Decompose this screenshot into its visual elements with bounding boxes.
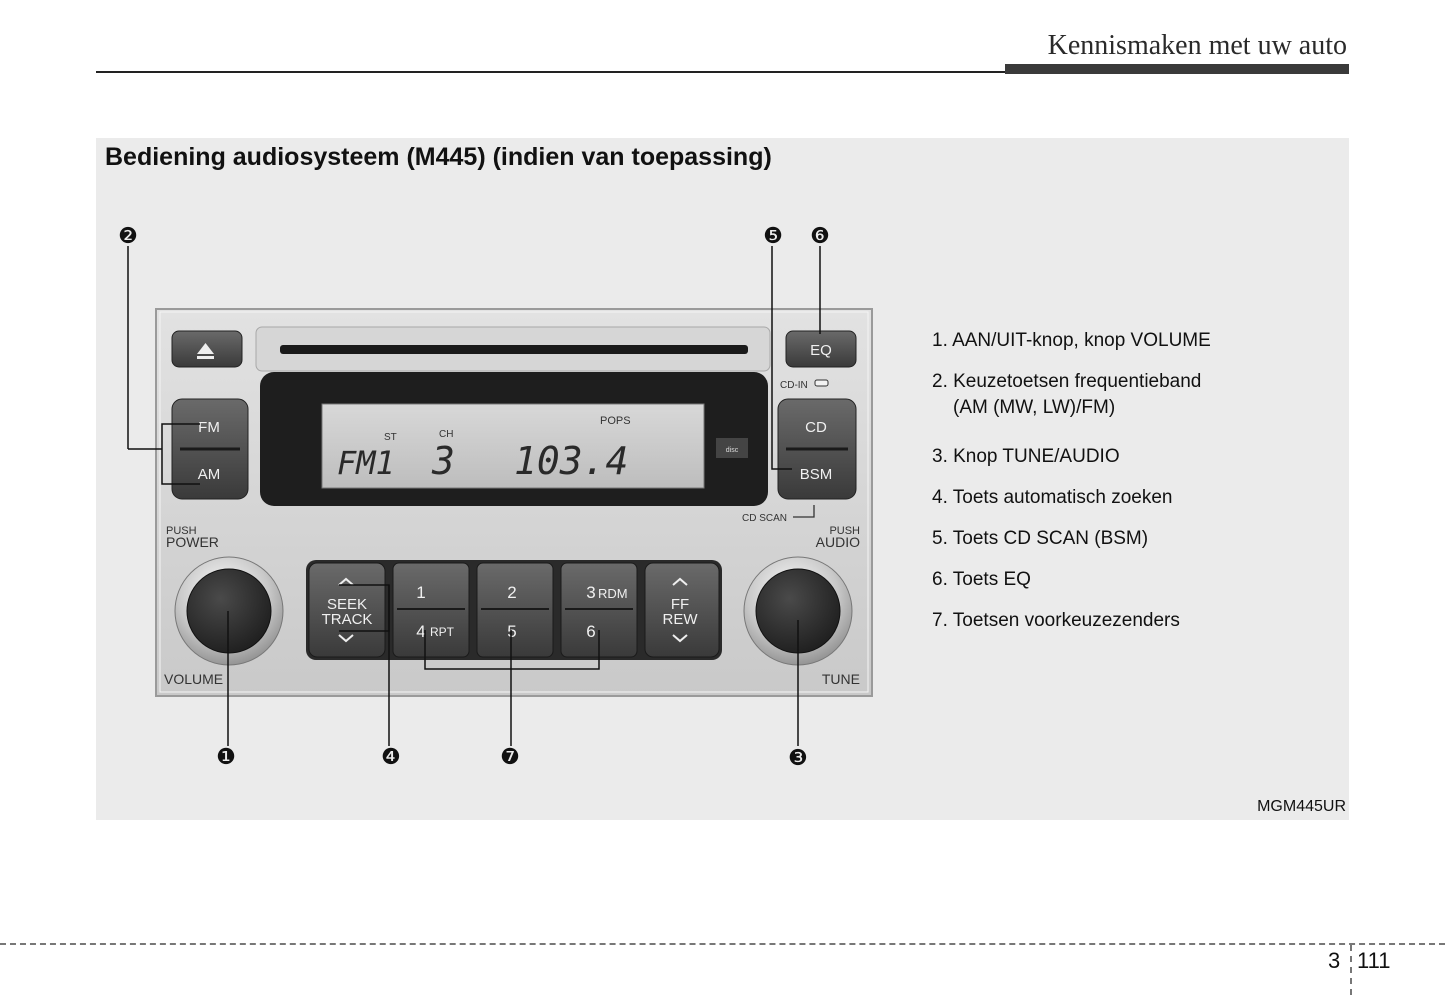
callout-3: ❸ [788, 746, 808, 771]
push-power-label-2: POWER [166, 534, 219, 550]
legend-item-2-continuation: (AM (MW, LW)/FM) [953, 397, 1116, 418]
section-title: Kennismaken met uw auto [1047, 30, 1347, 61]
ff-label: FF [670, 596, 690, 613]
legend-list [932, 328, 1211, 649]
compact-disc-logo-icon [716, 438, 748, 458]
lcd-ch: CH [439, 429, 454, 440]
callout-5: ❺ [763, 224, 783, 249]
ff-rew-button[interactable] [645, 563, 719, 657]
figure-title: Bediening audiosysteem (M445) (indien van toepassing) [105, 143, 772, 171]
lcd-channel: 3 [432, 439, 455, 483]
svg-text:disc: disc [725, 447, 739, 454]
legend-item-4: 4. Toets automatisch zoeken [932, 487, 1173, 508]
preset-button-1-4[interactable] [393, 563, 469, 657]
preset-1-label: 1 [416, 583, 426, 602]
cd-bsm-rocker[interactable] [778, 399, 856, 499]
cd-scan-label: CD SCAN [742, 513, 788, 524]
seek-track-button[interactable] [309, 563, 385, 657]
callout-6: ❻ [810, 224, 830, 249]
preset-6-label: 6 [586, 622, 596, 641]
preset-4-label: 4 [416, 622, 426, 641]
legend-item-7: 7. Toetsen voorkeuzezenders [932, 610, 1180, 631]
push-audio-label-1: PUSH [829, 525, 860, 537]
fm-label: FM [198, 419, 220, 436]
lcd-pops: POPS [600, 415, 631, 427]
preset-3-label: 3 [586, 583, 596, 602]
preset-4-sub-label: RPT [430, 625, 454, 639]
callout-7: ❼ [500, 745, 520, 770]
legend-item-6: 6. Toets EQ [932, 569, 1031, 590]
eq-label: EQ [810, 342, 832, 359]
chapter-number: 3 [1328, 948, 1341, 973]
cd-slot [280, 345, 748, 354]
track-label: TRACK [321, 611, 373, 628]
preset-button-2-5[interactable] [477, 563, 553, 657]
am-label: AM [197, 466, 221, 483]
cd-in-indicator [815, 380, 828, 386]
preset-5-label: 5 [507, 622, 517, 641]
callout-2: ❷ [118, 224, 138, 249]
volume-knob[interactable] [175, 557, 283, 665]
footer-separator [1350, 945, 1352, 995]
preset-3-sub-label: RDM [598, 586, 628, 601]
push-audio-label-2: AUDIO [815, 534, 860, 550]
bsm-label: BSM [799, 466, 833, 483]
legend-item-1: 1. AAN/UIT-knop, knop VOLUME [932, 330, 1211, 351]
callout-1: ❶ [216, 745, 236, 770]
callout-4: ❹ [381, 745, 401, 770]
tune-label: TUNE [821, 671, 860, 687]
seek-label: SEEK [326, 596, 368, 613]
cd-in-label: CD-IN [780, 380, 808, 391]
eq-button[interactable] [786, 331, 856, 367]
lcd-st: ST [384, 432, 397, 443]
legend-item-5: 5. Toets CD SCAN (BSM) [932, 528, 1149, 549]
preset-2-label: 2 [507, 583, 517, 602]
legend-item-2 [932, 369, 1211, 444]
legend-item-3: 3. Knop TUNE/AUDIO [932, 446, 1120, 467]
lcd-frequency: 103.4 [514, 439, 629, 483]
lcd-band: FM1 [337, 444, 395, 482]
figure-code: MGM445UR [1257, 798, 1346, 815]
volume-label: VOLUME [164, 671, 224, 687]
cd-label: CD [805, 419, 827, 436]
push-power-label-1: PUSH [166, 525, 197, 537]
footer-dashed-rule [0, 943, 1445, 945]
legend-item-2-text: 2. Keuzetoetsen frequentieband [932, 371, 1202, 392]
rew-label: REW [662, 611, 698, 628]
eject-button[interactable] [172, 331, 242, 367]
page-number: 111 [1357, 948, 1391, 973]
